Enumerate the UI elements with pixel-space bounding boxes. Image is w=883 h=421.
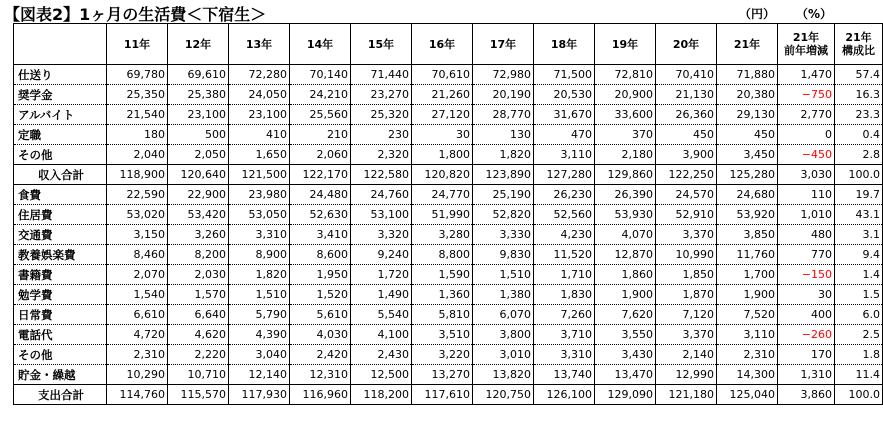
value-cell: 4,030 bbox=[290, 325, 351, 345]
change-cell: 2,770 bbox=[778, 105, 835, 125]
value-cell: 13,270 bbox=[412, 365, 473, 385]
table-row bbox=[14, 325, 883, 345]
column-header: 11年 bbox=[107, 24, 168, 65]
column-header: 18年 bbox=[534, 24, 595, 65]
total-row bbox=[14, 385, 883, 405]
value-cell: 3,430 bbox=[595, 345, 656, 365]
value-cell: 4,390 bbox=[229, 325, 290, 345]
value-cell: 29,130 bbox=[717, 105, 778, 125]
value-cell: 3,410 bbox=[290, 225, 351, 245]
table-row bbox=[14, 245, 883, 265]
value-cell: 28,770 bbox=[473, 105, 534, 125]
value-cell: 26,230 bbox=[534, 185, 595, 205]
value-cell: 117,610 bbox=[412, 385, 473, 405]
value-cell: 6,070 bbox=[473, 305, 534, 325]
value-cell: 72,810 bbox=[595, 65, 656, 85]
share-cell: 43.1 bbox=[835, 205, 883, 225]
value-cell: 72,280 bbox=[229, 65, 290, 85]
value-cell: 121,500 bbox=[229, 165, 290, 185]
row-label: 電話代 bbox=[14, 325, 107, 345]
value-cell: 116,960 bbox=[290, 385, 351, 405]
table-row bbox=[14, 85, 883, 105]
column-header: 21年 前年増減 bbox=[778, 24, 835, 65]
value-cell: 1,950 bbox=[290, 265, 351, 285]
value-cell: 71,500 bbox=[534, 65, 595, 85]
value-cell: 70,610 bbox=[412, 65, 473, 85]
living-expenses-table bbox=[13, 23, 883, 405]
value-cell: 53,050 bbox=[229, 205, 290, 225]
value-cell: 117,930 bbox=[229, 385, 290, 405]
value-cell: 2,420 bbox=[290, 345, 351, 365]
value-cell: 23,980 bbox=[229, 185, 290, 205]
value-cell: 3,220 bbox=[412, 345, 473, 365]
value-cell: 53,020 bbox=[107, 205, 168, 225]
value-cell: 9,240 bbox=[351, 245, 412, 265]
row-label: 勉学費 bbox=[14, 285, 107, 305]
value-cell: 3,330 bbox=[473, 225, 534, 245]
column-header: 12年 bbox=[168, 24, 229, 65]
value-cell: 53,920 bbox=[717, 205, 778, 225]
value-cell: 3,260 bbox=[168, 225, 229, 245]
value-cell: 53,420 bbox=[168, 205, 229, 225]
value-cell: 52,820 bbox=[473, 205, 534, 225]
column-header: 13年 bbox=[229, 24, 290, 65]
value-cell: 3,710 bbox=[534, 325, 595, 345]
value-cell: 2,060 bbox=[290, 145, 351, 165]
table-row bbox=[14, 205, 883, 225]
value-cell: 8,900 bbox=[229, 245, 290, 265]
value-cell: 3,900 bbox=[656, 145, 717, 165]
value-cell: 120,640 bbox=[168, 165, 229, 185]
value-cell: 3,370 bbox=[656, 225, 717, 245]
change-cell: 30 bbox=[778, 285, 835, 305]
value-cell: 3,850 bbox=[717, 225, 778, 245]
value-cell: 24,770 bbox=[412, 185, 473, 205]
value-cell: 22,590 bbox=[107, 185, 168, 205]
value-cell: 1,870 bbox=[656, 285, 717, 305]
value-cell: 13,470 bbox=[595, 365, 656, 385]
value-cell: 2,070 bbox=[107, 265, 168, 285]
value-cell: 1,800 bbox=[412, 145, 473, 165]
total-row bbox=[14, 165, 883, 185]
value-cell: 3,370 bbox=[656, 325, 717, 345]
value-cell: 13,820 bbox=[473, 365, 534, 385]
change-cell: −450 bbox=[778, 145, 835, 165]
share-cell: 2.5 bbox=[835, 325, 883, 345]
value-cell: 470 bbox=[534, 125, 595, 145]
share-cell: 23.3 bbox=[835, 105, 883, 125]
change-cell: 1,310 bbox=[778, 365, 835, 385]
value-cell: 1,510 bbox=[473, 265, 534, 285]
share-cell: 3.1 bbox=[835, 225, 883, 245]
value-cell: 120,750 bbox=[473, 385, 534, 405]
value-cell: 1,700 bbox=[717, 265, 778, 285]
value-cell: 120,820 bbox=[412, 165, 473, 185]
value-cell: 5,540 bbox=[351, 305, 412, 325]
value-cell: 500 bbox=[168, 125, 229, 145]
table-row bbox=[14, 345, 883, 365]
value-cell: 1,900 bbox=[595, 285, 656, 305]
value-cell: 23,100 bbox=[229, 105, 290, 125]
share-cell: 19.7 bbox=[835, 185, 883, 205]
value-cell: 121,180 bbox=[656, 385, 717, 405]
value-cell: 30 bbox=[412, 125, 473, 145]
value-cell: 2,310 bbox=[717, 345, 778, 365]
value-cell: 127,280 bbox=[534, 165, 595, 185]
value-cell: 3,510 bbox=[412, 325, 473, 345]
value-cell: 129,090 bbox=[595, 385, 656, 405]
value-cell: 21,130 bbox=[656, 85, 717, 105]
value-cell: 10,990 bbox=[656, 245, 717, 265]
value-cell: 5,610 bbox=[290, 305, 351, 325]
value-cell: 450 bbox=[717, 125, 778, 145]
value-cell: 53,100 bbox=[351, 205, 412, 225]
change-cell: 480 bbox=[778, 225, 835, 245]
value-cell: 450 bbox=[656, 125, 717, 145]
value-cell: 4,720 bbox=[107, 325, 168, 345]
row-label: 定職 bbox=[14, 125, 107, 145]
value-cell: 1,900 bbox=[717, 285, 778, 305]
change-cell: 170 bbox=[778, 345, 835, 365]
table-row bbox=[14, 145, 883, 165]
change-cell: −260 bbox=[778, 325, 835, 345]
value-cell: 2,310 bbox=[107, 345, 168, 365]
value-cell: 12,310 bbox=[290, 365, 351, 385]
value-cell: 1,590 bbox=[412, 265, 473, 285]
value-cell: 12,990 bbox=[656, 365, 717, 385]
value-cell: 1,490 bbox=[351, 285, 412, 305]
value-cell: 21,540 bbox=[107, 105, 168, 125]
column-header: 14年 bbox=[290, 24, 351, 65]
value-cell: 122,580 bbox=[351, 165, 412, 185]
row-label: その他 bbox=[14, 145, 107, 165]
value-cell: 1,570 bbox=[168, 285, 229, 305]
change-cell: 3,030 bbox=[778, 165, 835, 185]
value-cell: 26,360 bbox=[656, 105, 717, 125]
value-cell: 118,900 bbox=[107, 165, 168, 185]
value-cell: 71,440 bbox=[351, 65, 412, 85]
column-header: 15年 bbox=[351, 24, 412, 65]
unit-percent-label: （%） bbox=[796, 7, 833, 21]
value-cell: 3,320 bbox=[351, 225, 412, 245]
value-cell: 13,740 bbox=[534, 365, 595, 385]
share-cell: 57.4 bbox=[835, 65, 883, 85]
value-cell: 23,100 bbox=[168, 105, 229, 125]
value-cell: 4,100 bbox=[351, 325, 412, 345]
share-cell: 0.4 bbox=[835, 125, 883, 145]
change-cell: −750 bbox=[778, 85, 835, 105]
value-cell: 71,880 bbox=[717, 65, 778, 85]
value-cell: 20,900 bbox=[595, 85, 656, 105]
table-row bbox=[14, 185, 883, 205]
row-label: 仕送り bbox=[14, 65, 107, 85]
value-cell: 2,320 bbox=[351, 145, 412, 165]
row-label: 日常費 bbox=[14, 305, 107, 325]
value-cell: 3,150 bbox=[107, 225, 168, 245]
value-cell: 125,040 bbox=[717, 385, 778, 405]
value-cell: 1,520 bbox=[290, 285, 351, 305]
value-cell: 115,570 bbox=[168, 385, 229, 405]
value-cell: 3,550 bbox=[595, 325, 656, 345]
value-cell: 118,200 bbox=[351, 385, 412, 405]
value-cell: 130 bbox=[473, 125, 534, 145]
value-cell: 2,430 bbox=[351, 345, 412, 365]
value-cell: 5,810 bbox=[412, 305, 473, 325]
value-cell: 26,390 bbox=[595, 185, 656, 205]
value-cell: 24,570 bbox=[656, 185, 717, 205]
value-cell: 20,190 bbox=[473, 85, 534, 105]
column-header: 19年 bbox=[595, 24, 656, 65]
value-cell: 70,410 bbox=[656, 65, 717, 85]
value-cell: 1,720 bbox=[351, 265, 412, 285]
share-cell: 1.5 bbox=[835, 285, 883, 305]
value-cell: 23,270 bbox=[351, 85, 412, 105]
change-cell: 0 bbox=[778, 125, 835, 145]
column-header: 20年 bbox=[656, 24, 717, 65]
row-label: アルバイト bbox=[14, 105, 107, 125]
header-cell-blank bbox=[14, 24, 107, 65]
row-label: 交通費 bbox=[14, 225, 107, 245]
value-cell: 24,760 bbox=[351, 185, 412, 205]
value-cell: 6,610 bbox=[107, 305, 168, 325]
value-cell: 8,200 bbox=[168, 245, 229, 265]
value-cell: 3,040 bbox=[229, 345, 290, 365]
value-cell: 3,800 bbox=[473, 325, 534, 345]
value-cell: 7,520 bbox=[717, 305, 778, 325]
unit-yen-label: （円） bbox=[739, 7, 776, 21]
change-cell: −150 bbox=[778, 265, 835, 285]
row-label: 貯金・繰越 bbox=[14, 365, 107, 385]
value-cell: 1,650 bbox=[229, 145, 290, 165]
row-label: 教養娯楽費 bbox=[14, 245, 107, 265]
value-cell: 4,230 bbox=[534, 225, 595, 245]
value-cell: 2,030 bbox=[168, 265, 229, 285]
value-cell: 6,640 bbox=[168, 305, 229, 325]
value-cell: 31,670 bbox=[534, 105, 595, 125]
value-cell: 123,890 bbox=[473, 165, 534, 185]
value-cell: 25,560 bbox=[290, 105, 351, 125]
value-cell: 122,250 bbox=[656, 165, 717, 185]
column-header: 17年 bbox=[473, 24, 534, 65]
value-cell: 10,290 bbox=[107, 365, 168, 385]
value-cell: 14,300 bbox=[717, 365, 778, 385]
row-label: 奨学金 bbox=[14, 85, 107, 105]
value-cell: 1,860 bbox=[595, 265, 656, 285]
value-cell: 210 bbox=[290, 125, 351, 145]
value-cell: 1,830 bbox=[534, 285, 595, 305]
value-cell: 12,870 bbox=[595, 245, 656, 265]
value-cell: 1,380 bbox=[473, 285, 534, 305]
value-cell: 2,220 bbox=[168, 345, 229, 365]
share-cell: 1.8 bbox=[835, 345, 883, 365]
value-cell: 230 bbox=[351, 125, 412, 145]
row-label: その他 bbox=[14, 345, 107, 365]
table-row bbox=[14, 365, 883, 385]
value-cell: 2,140 bbox=[656, 345, 717, 365]
value-cell: 1,850 bbox=[656, 265, 717, 285]
value-cell: 25,190 bbox=[473, 185, 534, 205]
table-header-row bbox=[14, 24, 883, 65]
value-cell: 129,860 bbox=[595, 165, 656, 185]
value-cell: 7,260 bbox=[534, 305, 595, 325]
table-row bbox=[14, 65, 883, 85]
table-row bbox=[14, 305, 883, 325]
table-row bbox=[14, 125, 883, 145]
value-cell: 1,710 bbox=[534, 265, 595, 285]
value-cell: 8,600 bbox=[290, 245, 351, 265]
share-cell: 2.8 bbox=[835, 145, 883, 165]
value-cell: 10,710 bbox=[168, 365, 229, 385]
row-label: 収入合計 bbox=[14, 165, 107, 185]
value-cell: 21,260 bbox=[412, 85, 473, 105]
value-cell: 8,460 bbox=[107, 245, 168, 265]
value-cell: 12,500 bbox=[351, 365, 412, 385]
value-cell: 1,820 bbox=[229, 265, 290, 285]
value-cell: 3,010 bbox=[473, 345, 534, 365]
table-row bbox=[14, 105, 883, 125]
value-cell: 3,450 bbox=[717, 145, 778, 165]
value-cell: 3,310 bbox=[534, 345, 595, 365]
value-cell: 25,380 bbox=[168, 85, 229, 105]
value-cell: 4,070 bbox=[595, 225, 656, 245]
value-cell: 2,180 bbox=[595, 145, 656, 165]
value-cell: 3,310 bbox=[229, 225, 290, 245]
table-row bbox=[14, 285, 883, 305]
value-cell: 410 bbox=[229, 125, 290, 145]
value-cell: 24,210 bbox=[290, 85, 351, 105]
value-cell: 24,680 bbox=[717, 185, 778, 205]
value-cell: 27,120 bbox=[412, 105, 473, 125]
value-cell: 180 bbox=[107, 125, 168, 145]
share-cell: 1.4 bbox=[835, 265, 883, 285]
share-cell: 100.0 bbox=[835, 385, 883, 405]
value-cell: 7,620 bbox=[595, 305, 656, 325]
value-cell: 20,530 bbox=[534, 85, 595, 105]
change-cell: 1,470 bbox=[778, 65, 835, 85]
value-cell: 69,780 bbox=[107, 65, 168, 85]
share-cell: 100.0 bbox=[835, 165, 883, 185]
value-cell: 125,280 bbox=[717, 165, 778, 185]
table-row bbox=[14, 225, 883, 245]
change-cell: 400 bbox=[778, 305, 835, 325]
value-cell: 1,360 bbox=[412, 285, 473, 305]
value-cell: 3,110 bbox=[717, 325, 778, 345]
value-cell: 9,830 bbox=[473, 245, 534, 265]
value-cell: 33,600 bbox=[595, 105, 656, 125]
value-cell: 1,510 bbox=[229, 285, 290, 305]
value-cell: 24,480 bbox=[290, 185, 351, 205]
value-cell: 3,110 bbox=[534, 145, 595, 165]
value-cell: 3,280 bbox=[412, 225, 473, 245]
value-cell: 70,140 bbox=[290, 65, 351, 85]
value-cell: 11,520 bbox=[534, 245, 595, 265]
share-cell: 6.0 bbox=[835, 305, 883, 325]
value-cell: 72,980 bbox=[473, 65, 534, 85]
value-cell: 52,560 bbox=[534, 205, 595, 225]
share-cell: 16.3 bbox=[835, 85, 883, 105]
change-cell: 1,010 bbox=[778, 205, 835, 225]
table-body bbox=[14, 65, 883, 405]
value-cell: 12,140 bbox=[229, 365, 290, 385]
value-cell: 114,760 bbox=[107, 385, 168, 405]
table-row bbox=[14, 265, 883, 285]
value-cell: 69,610 bbox=[168, 65, 229, 85]
change-cell: 3,860 bbox=[778, 385, 835, 405]
value-cell: 20,380 bbox=[717, 85, 778, 105]
value-cell: 52,630 bbox=[290, 205, 351, 225]
value-cell: 122,170 bbox=[290, 165, 351, 185]
value-cell: 11,760 bbox=[717, 245, 778, 265]
value-cell: 5,790 bbox=[229, 305, 290, 325]
value-cell: 370 bbox=[595, 125, 656, 145]
share-cell: 11.4 bbox=[835, 365, 883, 385]
row-label: 食費 bbox=[14, 185, 107, 205]
value-cell: 1,820 bbox=[473, 145, 534, 165]
change-cell: 770 bbox=[778, 245, 835, 265]
value-cell: 22,900 bbox=[168, 185, 229, 205]
change-cell: 110 bbox=[778, 185, 835, 205]
value-cell: 25,320 bbox=[351, 105, 412, 125]
row-label: 住居費 bbox=[14, 205, 107, 225]
column-header: 21年 構成比 bbox=[835, 24, 883, 65]
value-cell: 126,100 bbox=[534, 385, 595, 405]
value-cell: 24,050 bbox=[229, 85, 290, 105]
value-cell: 4,620 bbox=[168, 325, 229, 345]
value-cell: 52,910 bbox=[656, 205, 717, 225]
row-label: 書籍費 bbox=[14, 265, 107, 285]
page-title: 【図表2】1ヶ月の生活費＜下宿生＞ bbox=[4, 5, 267, 24]
share-cell: 9.4 bbox=[835, 245, 883, 265]
value-cell: 51,990 bbox=[412, 205, 473, 225]
value-cell: 2,050 bbox=[168, 145, 229, 165]
value-cell: 1,540 bbox=[107, 285, 168, 305]
value-cell: 8,800 bbox=[412, 245, 473, 265]
value-cell: 7,120 bbox=[656, 305, 717, 325]
value-cell: 53,930 bbox=[595, 205, 656, 225]
value-cell: 25,350 bbox=[107, 85, 168, 105]
row-label: 支出合計 bbox=[14, 385, 107, 405]
value-cell: 2,040 bbox=[107, 145, 168, 165]
column-header: 16年 bbox=[412, 24, 473, 65]
column-header: 21年 bbox=[717, 24, 778, 65]
